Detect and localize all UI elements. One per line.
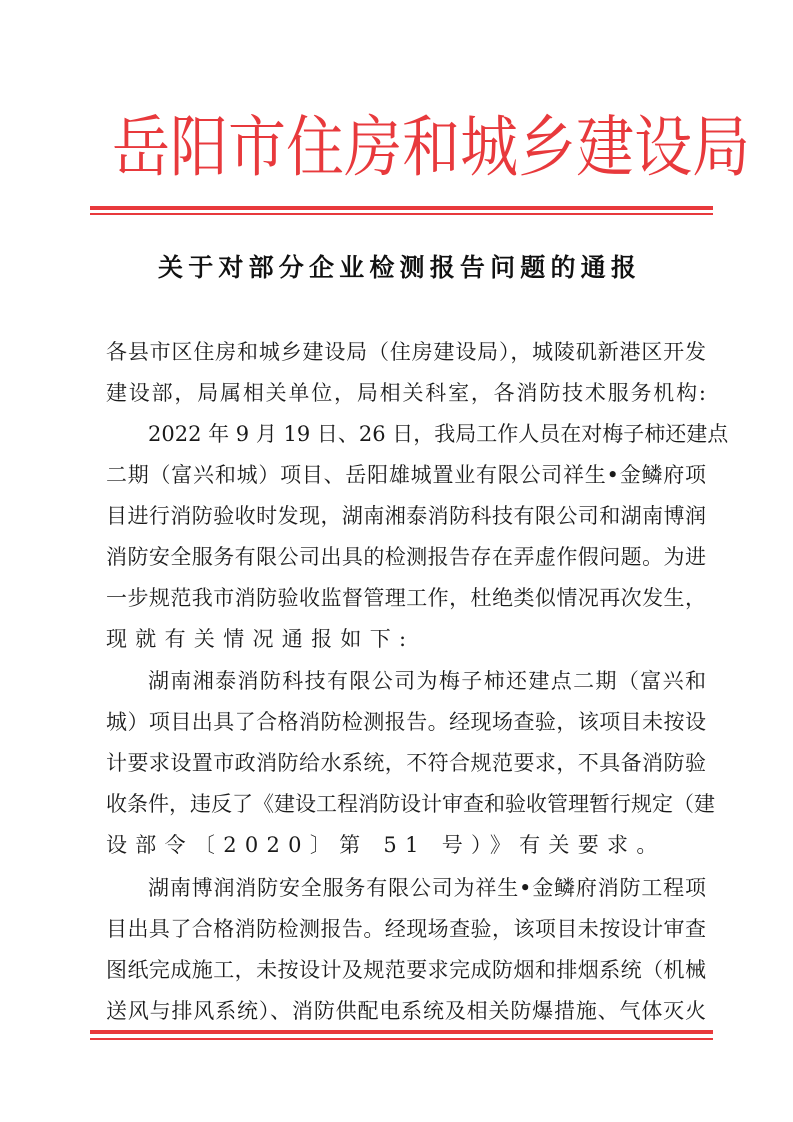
- title-char: 检: [369, 253, 395, 282]
- masthead-char: 岳: [112, 107, 171, 187]
- title-char: 分: [278, 253, 304, 282]
- body-line: 各县市区住房和城乡建设局（住房建设局），城陵矶新港区开发: [106, 340, 706, 364]
- footer-divider-thin: [90, 1038, 713, 1040]
- title-char: 测: [399, 253, 425, 282]
- body-line: 2022 年 9 月 19 日、26 日，我局工作人员在对梅子柿还建点: [148, 422, 729, 446]
- body-line: 收条件，违反了《建设工程消防设计审查和验收管理暂行规定（建: [106, 792, 715, 816]
- masthead-char: 建: [576, 107, 635, 187]
- title-char: 对: [218, 253, 244, 282]
- masthead-char: 住: [286, 107, 345, 187]
- masthead-divider-thin: [90, 213, 713, 215]
- title-char: 报: [429, 253, 455, 282]
- body-line: 目进行消防验收时发现，湖南湘泰消防科技有限公司和湖南博润: [106, 504, 706, 528]
- body-line: 湖南博润消防安全服务有限公司为祥生•金鳞府消防工程项: [148, 876, 706, 900]
- body-line: 消防安全服务有限公司出具的检测报告存在弄虚作假问题。为进: [106, 545, 706, 569]
- title-char: 企: [308, 253, 334, 282]
- masthead-char: 阳: [170, 107, 229, 187]
- masthead-char: 乡: [518, 107, 577, 187]
- masthead-char: 和: [402, 107, 461, 187]
- masthead-char: 局: [692, 107, 751, 187]
- body-line: 计要求设置市政消防给水系统，不符合规范要求，不具备消防验: [106, 751, 706, 775]
- body-line: 建设部，局属相关单位，局相关科室，各消防技术服务机构:: [106, 381, 706, 405]
- body-line: 目出具了合格消防检测报告。经现场查验，该项目未按设计审查: [106, 917, 706, 941]
- body-line: 二期（富兴和城）项目、岳阳雄城置业有限公司祥生•金鳞府项: [106, 463, 706, 487]
- title-char: 的: [550, 253, 576, 282]
- body-line: 一步规范我市消防验收监督管理工作，杜绝类似情况再次发生，: [106, 586, 706, 610]
- title-char: 于: [188, 253, 214, 282]
- title-char: 告: [459, 253, 485, 282]
- title-char: 通: [580, 253, 606, 282]
- footer-divider-thick: [90, 1030, 713, 1034]
- masthead-char: 房: [344, 107, 403, 187]
- title-char: 题: [520, 253, 546, 282]
- masthead-char: 设: [634, 107, 693, 187]
- body-line: 城）项目出具了合格消防检测报告。经现场查验，该项目未按设: [106, 710, 706, 734]
- masthead-divider-thick: [90, 206, 713, 210]
- title-char: 问: [490, 253, 516, 282]
- masthead-char: 城: [460, 107, 519, 187]
- masthead-title: [112, 107, 751, 187]
- title-char: 关: [158, 253, 184, 282]
- masthead-char: 市: [228, 107, 287, 187]
- body-line: 现就有关情况通报如下:: [106, 627, 415, 651]
- body-line: 送风与排风系统）、消防供配电系统及相关防爆措施、气体灭火: [106, 999, 706, 1023]
- body-line: 图纸完成施工，未按设计及规范要求完成防烟和排烟系统（机械: [106, 958, 706, 982]
- title-char: 部: [248, 253, 274, 282]
- document-title: [158, 250, 636, 286]
- body-line: 设部令〔2020〕第 51 号）》有关要求。: [106, 833, 666, 857]
- title-char: 报: [610, 253, 636, 282]
- title-char: 业: [339, 253, 365, 282]
- body-line: 湖南湘泰消防科技有限公司为梅子柿还建点二期（富兴和: [148, 669, 706, 693]
